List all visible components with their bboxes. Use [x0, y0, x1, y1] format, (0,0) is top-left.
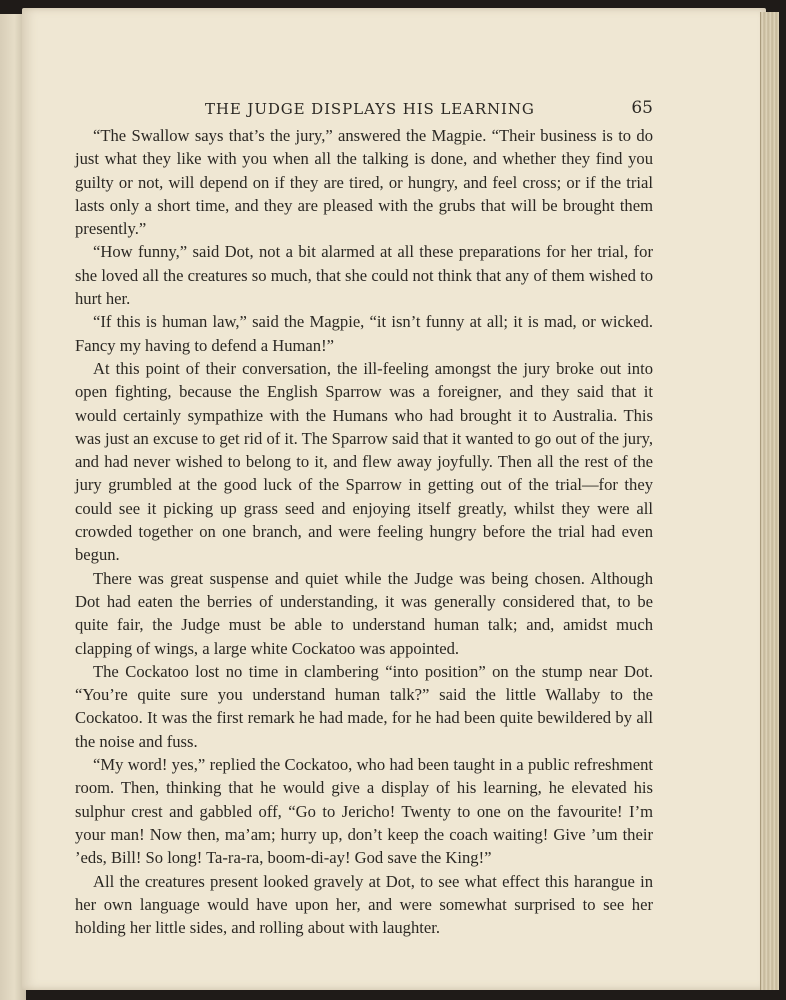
- paragraph: “The Swallow says that’s the jury,” answered the Magpie. “Their business is to do just what they like with you when all the talking is done, and whether they find you guilty or not, will depend on if they are tired, or hungry, and feel cross; or if the trial lasts only a short time, and they are pleased with the grubs that will be brought them presently.”: [75, 126, 653, 239]
- paragraph: “If this is human law,” said the Magpie, “it isn’t funny at all; it is mad, or wicked. Fancy my having to defend a Human!”: [75, 312, 653, 355]
- paragraph: “How funny,” said Dot, not a bit alarmed at all these preparations for her trial, for she loved all the creatures so much, that she could not think that any of them wished to hurt her.: [75, 242, 653, 309]
- page-edge-stack: [760, 12, 779, 990]
- paragraph: “My word! yes,” replied the Cockatoo, who had been taught in a public refreshment room. Then, thinking that he would give a display of his learning, he elevated his sulphur crest and gabbled off, “Go to Jericho! Twenty to one on the favourite! I’m your man! Now then, ma’am; hurry up, don’t keep the coach waiting! Give ’um their ’eds, Bill! So long! Ta-ra-ra, boom-di-ay! God save the King!”: [75, 755, 653, 868]
- page-header: [75, 96, 655, 124]
- paragraph: At this point of their conversation, the ill-feeling amongst the jury broke out into open fighting, because the English Sparrow was a foreigner, and they said that it would certainly sympathize with the Humans who had brought it to Australia. This was just an excuse to get rid of it. The Sparrow said that it wanted to go out of the jury, and had never wished to belong to it, and flew away joyfully. Then all the rest of the jury grumbled at the good luck of the Sparrow in getting out of the trial—for they could see it picking up grass seed and enjoying itself greatly, whilst they were all crowded together on one branch, and were feeling hungry before the trial had even begun.: [75, 358, 653, 565]
- page-number: 65: [631, 98, 653, 118]
- running-title: THE JUDGE DISPLAYS HIS LEARNING: [205, 100, 535, 118]
- paragraph: The Cockatoo lost no time in clambering “into position” on the stump near Dot. “You’re quite sure you understand human talk?” said the little Wallaby to the Cockatoo. It was the first remark he had made, for he had been quite bewildered by all the noise and fuss.: [75, 661, 653, 751]
- body-text: [75, 124, 653, 939]
- paragraph: All the creatures present looked gravely at Dot, to see what effect this harangue in her own language would have upon her, and were somewhat surprised to see her holding her little sides, and rolling about with laughter.: [75, 871, 653, 938]
- paragraph: There was great suspense and quiet while the Judge was being chosen. Although Dot had eaten the berries of understanding, it was generally considered that, to be quite fair, the Judge must be able to understand human talk; and, amidst much clapping of wings, a large white Cockatoo was appointed.: [75, 568, 653, 658]
